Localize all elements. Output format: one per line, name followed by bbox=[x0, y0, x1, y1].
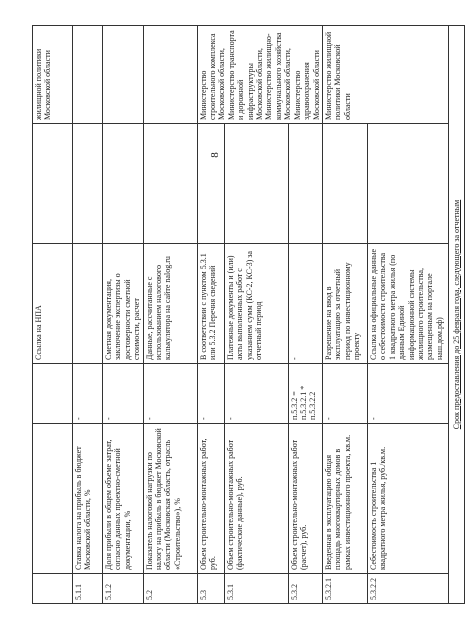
header-npa-cell: Ссылка на НПА bbox=[33, 244, 73, 364]
header-num-cell bbox=[33, 574, 73, 604]
row-npa: В соответствии с пунктом 5.3.1 или 5.3.2 Перечня сведений bbox=[197, 244, 224, 364]
rotated-table-wrapper bbox=[32, 26, 461, 604]
row-name: Объем строительно-монтажных работ (расчет), руб. bbox=[288, 424, 322, 574]
row-npa: - bbox=[288, 244, 322, 364]
row-source bbox=[143, 124, 197, 244]
row-num: 5.1.2 bbox=[103, 574, 144, 604]
header-value-cell bbox=[33, 364, 73, 424]
row-value: - bbox=[322, 364, 367, 424]
row-value: - bbox=[103, 364, 144, 424]
row-npa bbox=[73, 244, 103, 364]
row-num: 5.3.1 bbox=[225, 574, 289, 604]
row-source bbox=[225, 124, 289, 244]
table-footer-row bbox=[448, 26, 464, 604]
row-body: Министерство жилищной политики Московской области bbox=[322, 26, 448, 124]
row-num: 5.1.1 bbox=[73, 574, 103, 604]
row-name: Введенная в эксплуатацию общая площадь многоквартирных домов в рамках инвестиционного проекта, кв.м. bbox=[322, 424, 367, 574]
row-value: - bbox=[197, 364, 224, 424]
row-body: Министерство строительного комплекса Московской области, Министерство транспорта и дорожной инфраструктуры Московской области, Министерство жилищно-коммунального хозяйства Московской области, Министерство здравоохранения Московской области bbox=[197, 26, 322, 124]
row-num: 5.3.2.2 bbox=[367, 574, 448, 604]
table-row bbox=[322, 26, 367, 604]
row-source bbox=[73, 124, 103, 244]
row-source bbox=[367, 124, 448, 244]
row-value: п.5.3.2 = п.5.3.2.1 * п.5.3.2.2 bbox=[288, 364, 322, 424]
row-source bbox=[322, 124, 367, 244]
row-num: 5.2 bbox=[143, 574, 197, 604]
row-value: - bbox=[225, 364, 289, 424]
row-body bbox=[73, 26, 103, 124]
row-body bbox=[143, 26, 197, 124]
row-value: - bbox=[367, 364, 448, 424]
row-name: Объем строительно-монтажных работ (фактические данные), руб. bbox=[225, 424, 289, 574]
row-num: 5.3.2.1 bbox=[322, 574, 367, 604]
row-source bbox=[197, 124, 224, 244]
row-npa: Разрешение на ввод в эксплуатацию за отчетный период по инвестиционному проекту bbox=[322, 244, 367, 364]
row-npa: Платежные документы и (или) акты выполненных работ с указанием сумм (КС-2, КС-3) за отчетный период bbox=[225, 244, 289, 364]
data-table bbox=[32, 25, 465, 604]
row-num: 5.3 bbox=[197, 574, 224, 604]
row-source bbox=[103, 124, 144, 244]
table-row bbox=[73, 26, 103, 604]
page-number: 8 bbox=[209, 152, 221, 158]
row-name: Ставка налога на прибыль в бюджет Московской области, % bbox=[73, 424, 103, 574]
row-name: Показатель налоговой нагрузки по налогу на прибыль в бюджет Московской области (Московская область, отрасль «Строительство»), % bbox=[143, 424, 197, 574]
row-npa: Сметная документация, заключение экспертизы о достоверности сметной стоимости, расчет bbox=[103, 244, 144, 364]
header-name-cell bbox=[33, 424, 73, 574]
submission-deadline-note: Срок предоставления до 25 февраля года, следующего за отчетным bbox=[448, 26, 464, 604]
header-body-cell: жилищной политики Московской области bbox=[33, 26, 73, 124]
row-source bbox=[288, 124, 322, 244]
table-row bbox=[197, 26, 224, 604]
row-value: - bbox=[143, 364, 197, 424]
table-header-row bbox=[33, 26, 73, 604]
table-row bbox=[103, 26, 144, 604]
row-num: 5.3.2 bbox=[288, 574, 322, 604]
row-body bbox=[103, 26, 144, 124]
table-row bbox=[143, 26, 197, 604]
header-source-cell bbox=[33, 124, 73, 244]
row-npa: Ссылка на официальные данные о себестоимости строительства 1 квадратного метра жилья (по данным Единой информационной системы жилищного строительства, размещенным на портале наш.дом.рф) bbox=[367, 244, 448, 364]
row-name: Объем строительно-монтажных работ, руб. bbox=[197, 424, 224, 574]
row-npa: Данные, рассчитанные с использованием налогового калькулятора на сайте nalog.ru bbox=[143, 244, 197, 364]
row-value: - bbox=[73, 364, 103, 424]
row-name: Доля прибыли в общем объеме затрат, согласно данных проектно-сметной документации, % bbox=[103, 424, 144, 574]
row-name: Себестоимость строительства 1 квадратного метра жилья, руб./кв.м. bbox=[367, 424, 448, 574]
